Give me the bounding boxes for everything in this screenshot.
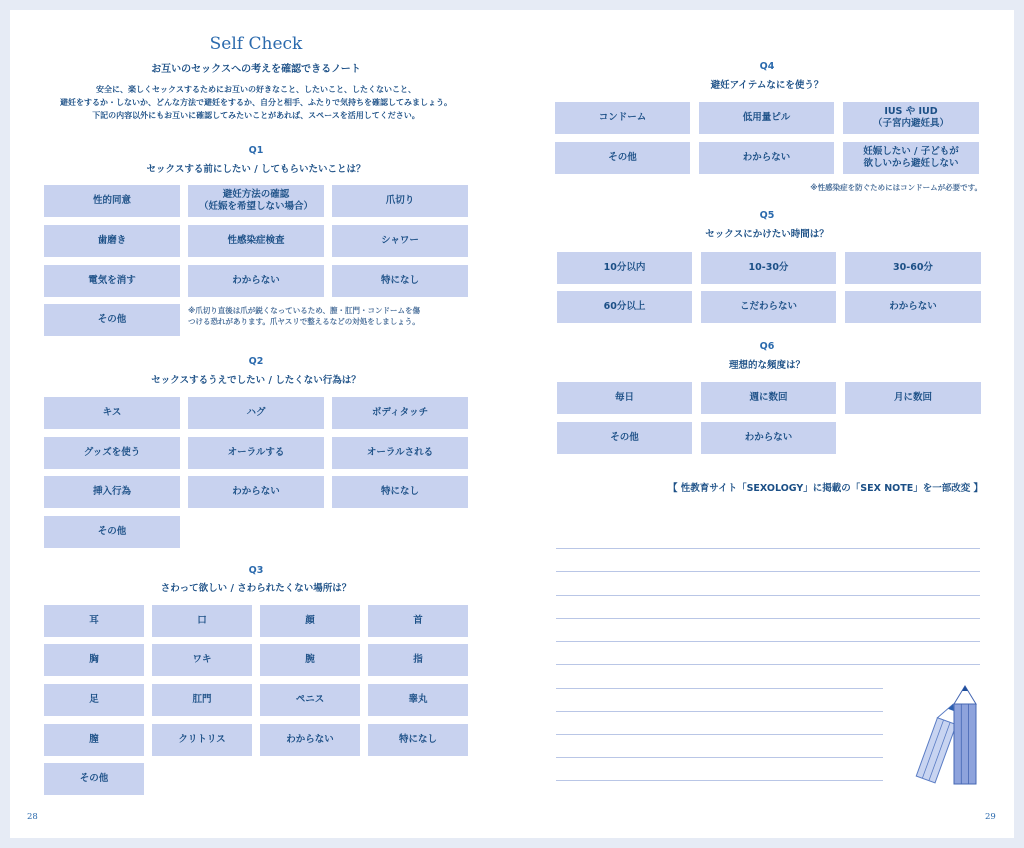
page-number-left: 28 [27,812,38,822]
q3-option-arm[interactable]: 腕 [260,644,360,676]
writing-line[interactable] [556,595,980,596]
q3-option-dont-know[interactable]: わからない [260,724,360,756]
q2-option-receive-oral[interactable]: オーラルされる [332,437,468,469]
page-title: Self Check [209,34,303,54]
q2-option-hug[interactable]: ハグ [188,397,324,429]
q1-question: セックスする前にしたい / してもらいたいことは？ [146,164,366,175]
writing-line[interactable] [556,734,883,735]
q3-number: Q3 [248,565,264,576]
q5-option-over-60[interactable]: 60分以上 [557,291,692,323]
q2-option-nothing[interactable]: 特になし [332,476,468,508]
q3-option-mouth[interactable]: 口 [152,605,252,637]
q5-option-no-preference[interactable]: こだわらない [701,291,836,323]
page-number-right: 29 [985,812,996,822]
q2-option-kiss[interactable]: キス [44,397,180,429]
q3-option-neck[interactable]: 首 [368,605,468,637]
q3-option-finger[interactable]: 指 [368,644,468,676]
q4-option-low-dose-pill[interactable]: 低用量ピル [699,102,834,134]
writing-line[interactable] [556,618,980,619]
page-subtitle: お互いのセックスへの考えを確認できるノート [151,64,361,75]
q1-option-nail-cutting[interactable]: 爪切り [332,185,468,217]
q1-option-other[interactable]: その他 [44,304,180,336]
q1-option-nothing[interactable]: 特になし [332,265,468,297]
q5-option-10-30[interactable]: 10-30分 [701,252,836,284]
writing-line[interactable] [556,688,883,689]
q1-note-line-2: つける恐れがあります。爪ヤスリで整えるなどの対処をしましょう。 [188,317,420,326]
q1-option-sti-test[interactable]: 性感染症検査 [188,225,324,257]
q4-option-condom[interactable]: コンドーム [555,102,690,134]
q5-option-30-60[interactable]: 30-60分 [845,252,981,284]
intro-line-1: 安全に、楽しくセックスするためにお互いの好きなこと、したいこと、したくないこと、 [96,85,416,94]
q4-question: 避妊アイテムなにを使う？ [710,80,824,91]
q3-option-face[interactable]: 顔 [260,605,360,637]
q1-option-consent[interactable]: 性的同意 [44,185,180,217]
q5-number: Q5 [759,210,775,221]
writing-line[interactable] [556,757,883,758]
source-credit: 【 性教育サイト「SEXOLOGY」に掲載の「SEX NOTE」を一部改変 】 [667,483,983,494]
q6-question: 理想的な頻度は？ [728,360,805,371]
q3-option-anus[interactable]: 肛門 [152,684,252,716]
q1-number: Q1 [248,145,264,156]
q2-option-dont-know[interactable]: わからない [188,476,324,508]
q2-option-toys[interactable]: グッズを使う [44,437,180,469]
writing-line[interactable] [556,711,883,712]
q3-option-clitoris[interactable]: クリトリス [152,724,252,756]
pencils-icon [900,680,990,790]
q6-option-dont-know[interactable]: わからない [701,422,836,454]
q4-option-ius-iud[interactable]: IUS や IUD （子宮内避妊具） [843,102,979,134]
q6-option-monthly[interactable]: 月に数回 [845,382,981,414]
q3-option-foot[interactable]: 足 [44,684,144,716]
q1-option-lights-off[interactable]: 電気を消す [44,265,180,297]
q3-question: さわって欲しい / さわられたくない場所は？ [160,583,352,594]
q5-option-within-10[interactable]: 10分以内 [557,252,692,284]
q3-option-testicles[interactable]: 睾丸 [368,684,468,716]
q6-option-other[interactable]: その他 [557,422,692,454]
q6-option-daily[interactable]: 毎日 [557,382,692,414]
q1-note-line-1: ※爪切り直後は爪が鋭くなっているため、膣・肛門・コンドームを傷 [188,306,420,315]
intro-line-3: 下記の内容以外にもお互いに確認してみたいことがあれば、スペースを活用してください。 [92,111,420,120]
writing-line[interactable] [556,571,980,572]
intro-line-2: 避妊をするか・しないか、どんな方法で避妊をするか、自分と相手、ふたりで気持ちを確認してみましょう。 [60,98,452,107]
q5-option-dont-know[interactable]: わからない [845,291,981,323]
writing-line[interactable] [556,780,883,781]
q2-question: セックスするうえでしたい / したくない行為は？ [151,375,361,386]
q4-option-other[interactable]: その他 [555,142,690,174]
writing-line[interactable] [556,664,980,665]
writing-line[interactable] [556,641,980,642]
q1-option-dont-know[interactable]: わからない [188,265,324,297]
q4-note: ※性感染症を防ぐためにはコンドームが必要です。 [810,183,982,192]
q3-option-other[interactable]: その他 [44,763,144,795]
q5-question: セックスにかけたい時間は？ [705,229,829,240]
q1-option-contraception-check[interactable]: 避妊方法の確認 （妊娠を希望しない場合） [188,185,324,217]
q6-number: Q6 [759,341,775,352]
q2-option-give-oral[interactable]: オーラルする [188,437,324,469]
q3-option-vagina[interactable]: 膣 [44,724,144,756]
q3-option-ear[interactable]: 耳 [44,605,144,637]
q4-option-dont-know[interactable]: わからない [699,142,834,174]
q1-option-tooth-brushing[interactable]: 歯磨き [44,225,180,257]
writing-line[interactable] [556,548,980,549]
q4-number: Q4 [759,61,775,72]
q2-number: Q2 [248,356,264,367]
q3-option-nothing[interactable]: 特になし [368,724,468,756]
q3-option-chest[interactable]: 胸 [44,644,144,676]
q4-option-no-contraception[interactable]: 妊娠したい / 子どもが 欲しいから避妊しない [843,142,979,174]
q6-option-weekly[interactable]: 週に数回 [701,382,836,414]
q3-option-armpit[interactable]: ワキ [152,644,252,676]
q1-option-shower[interactable]: シャワー [332,225,468,257]
q2-option-insertion[interactable]: 挿入行為 [44,476,180,508]
q2-option-body-touch[interactable]: ボディタッチ [332,397,468,429]
q2-option-other[interactable]: その他 [44,516,180,548]
q3-option-penis[interactable]: ペニス [260,684,360,716]
